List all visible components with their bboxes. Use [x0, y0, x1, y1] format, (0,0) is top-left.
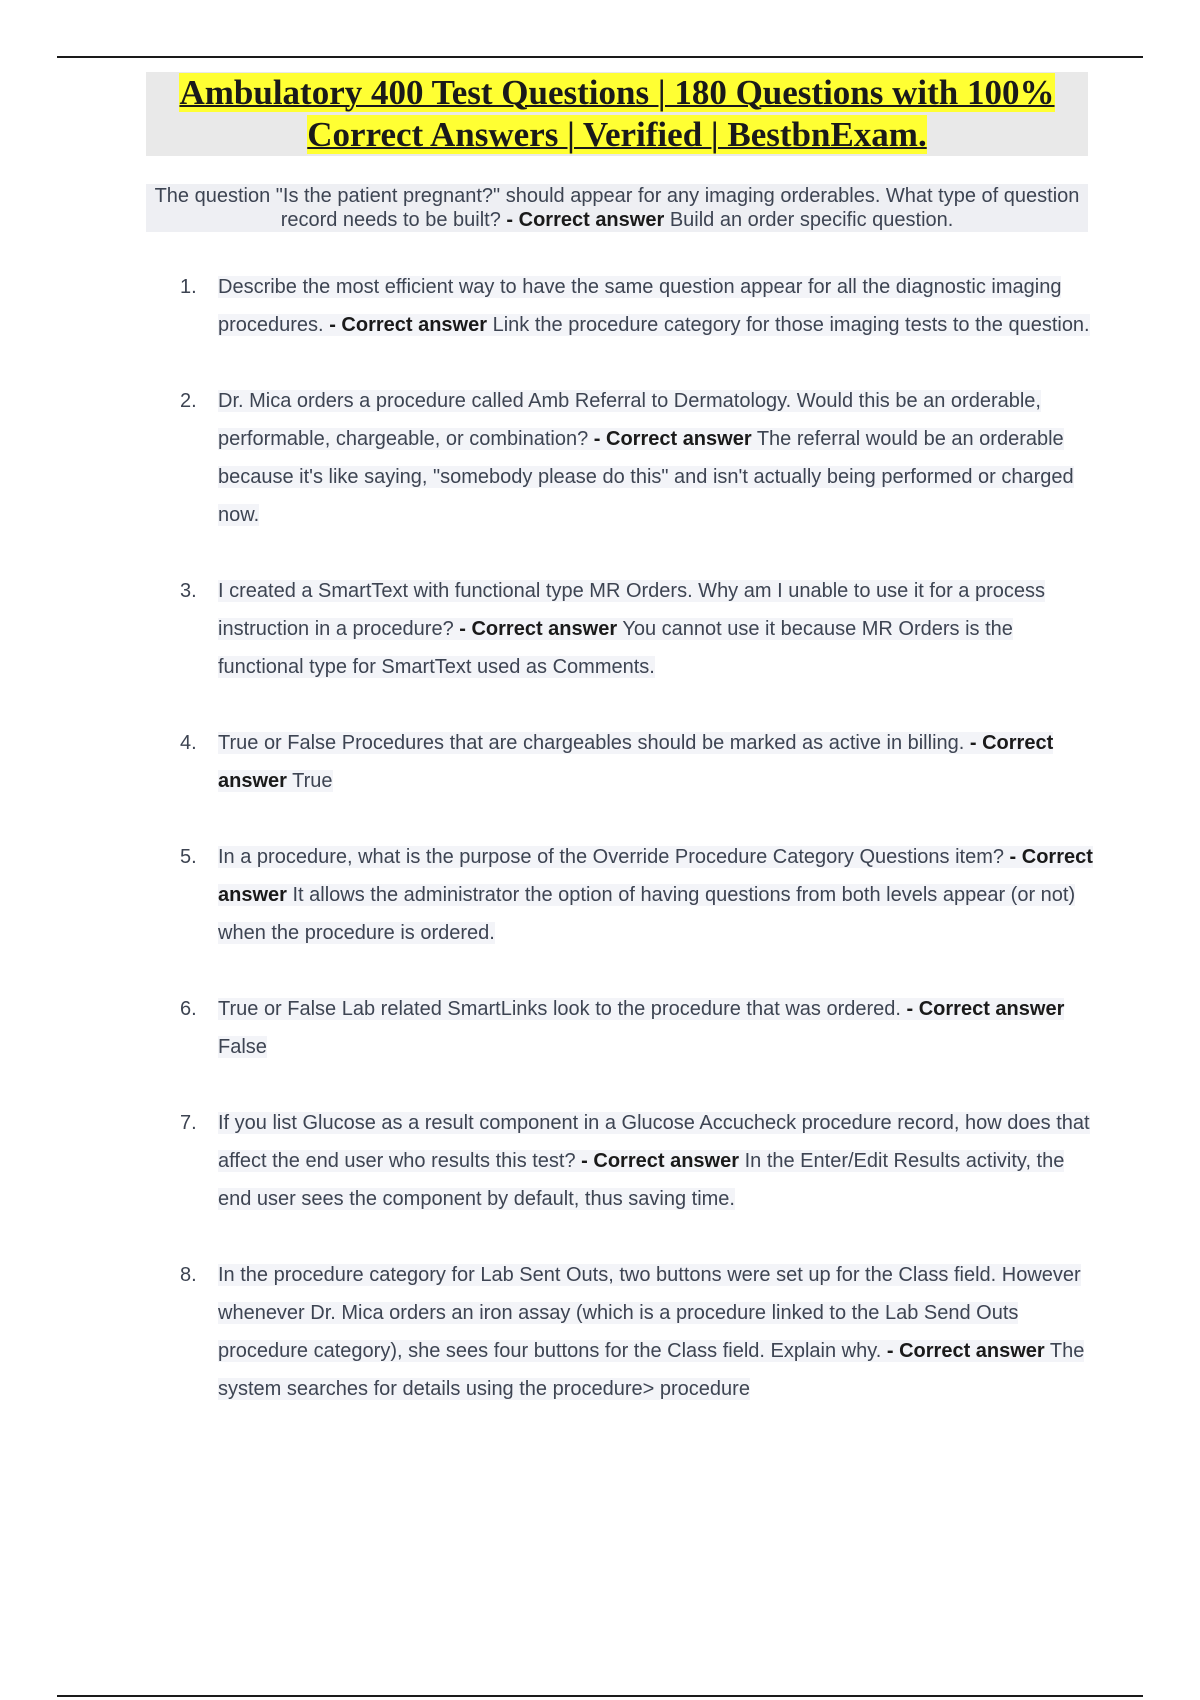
question-item	[170, 1104, 1100, 1218]
intro-question	[146, 184, 1088, 232]
question-body	[218, 846, 1093, 944]
question-number: 8.	[180, 1264, 197, 1286]
question-text: In a procedure, what is the purpose of the Override Procedure Category Questions item?	[218, 846, 1004, 868]
question-item	[170, 1256, 1100, 1408]
question-body	[218, 580, 1045, 678]
question-number: 1.	[180, 276, 197, 298]
question-body	[218, 1112, 1090, 1210]
correct-answer-label: - Correct answer	[581, 1150, 740, 1172]
answer-text: Link the procedure category for those imaging tests to the question.	[492, 314, 1090, 336]
question-body	[218, 1264, 1084, 1400]
question-text: I created a SmartText with functional type MR Orders. Why am I unable to use it for a process instruction in a procedure?	[218, 580, 1046, 640]
question-text: Dr. Mica orders a procedure called Amb Referral to Dermatology. Would this be an orderable, performable, chargeable, or combination?	[218, 390, 1041, 450]
question-item	[170, 990, 1100, 1066]
correct-answer-label: - Correct answer	[459, 618, 618, 640]
question-number: 3.	[180, 580, 197, 602]
document-title	[146, 72, 1088, 156]
question-text: In the procedure category for Lab Sent Outs, two buttons were set up for the Class field. However whenever Dr. Mica orders an iron assay (which is a procedure linked to the Lab Send Outs procedure category), she sees four buttons for the Class field. Explain why.	[218, 1264, 1081, 1362]
answer-text: True	[292, 770, 333, 792]
question-number: 5.	[180, 846, 197, 868]
question-list	[170, 268, 1100, 1408]
question-text: If you list Glucose as a result component in a Glucose Accucheck procedure record, how does that affect the end user who results this test?	[218, 1112, 1090, 1172]
top-rule	[57, 56, 1143, 58]
question-number: 4.	[180, 732, 197, 754]
question-item	[170, 382, 1100, 534]
question-item	[170, 724, 1100, 800]
question-body	[218, 276, 1090, 336]
question-body	[218, 998, 1064, 1058]
question-body	[218, 732, 1053, 792]
question-item	[170, 268, 1100, 344]
title-line-2: Correct Answers | Verified | BestbnExam.	[307, 115, 927, 154]
question-body	[218, 390, 1074, 526]
correct-answer-label: - Correct answer	[886, 1340, 1045, 1362]
question-number: 2.	[180, 390, 197, 412]
answer-text: The referral would be an orderable because it's like saying, "somebody please do this" and isn't actually being performed or charged now.	[218, 428, 1074, 526]
question-number: 7.	[180, 1112, 197, 1134]
question-text: Describe the most efficient way to have the same question appear for all the diagnostic imaging procedures.	[218, 276, 1062, 336]
answer-text: It allows the administrator the option of having questions from both levels appear (or not) when the procedure is ordered.	[218, 884, 1076, 944]
question-number: 6.	[180, 998, 197, 1020]
correct-answer-label: - Correct answer	[218, 846, 1093, 906]
question-text: True or False Lab related SmartLinks look to the procedure that was ordered.	[218, 998, 901, 1020]
correct-answer-label: - Correct answer	[906, 998, 1065, 1020]
correct-answer-label: - Correct answer	[329, 314, 488, 336]
question-item	[170, 838, 1100, 952]
answer-text: In the Enter/Edit Results activity, the end user sees the component by default, thus saving time.	[218, 1150, 1065, 1210]
answer-text: False	[218, 1036, 267, 1058]
title-line-1: Ambulatory 400 Test Questions | 180 Questions with 100%	[179, 73, 1055, 112]
answer-text: You cannot use it because MR Orders is the functional type for SmartText used as Comments.	[218, 618, 1013, 678]
question-item	[170, 572, 1100, 686]
answer-text: The system searches for details using the procedure> procedure	[218, 1340, 1085, 1400]
question-text: True or False Procedures that are chargeables should be marked as active in billing.	[218, 732, 965, 754]
bottom-rule	[57, 1695, 1143, 1697]
intro-answer-text: Build an order specific question.	[669, 209, 954, 231]
correct-answer-label: - Correct answer	[218, 732, 1054, 792]
correct-answer-label: - Correct answer	[506, 209, 665, 231]
intro-question-text: The question "Is the patient pregnant?" should appear for any imaging orderables. What type of question record needs to be built?	[154, 185, 1080, 231]
correct-answer-label: - Correct answer	[593, 428, 752, 450]
